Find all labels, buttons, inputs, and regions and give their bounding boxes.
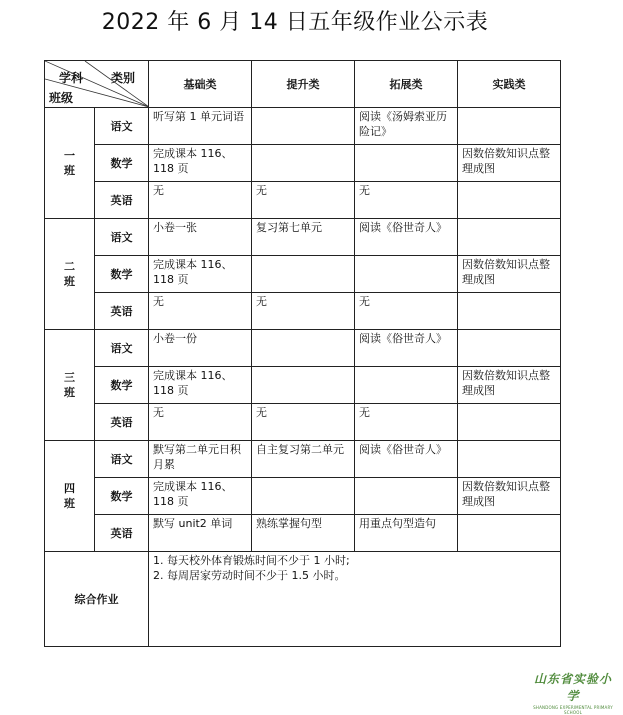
homework-cell-improve — [252, 367, 355, 404]
homework-cell-practice — [458, 330, 561, 367]
homework-cell-basic: 无 — [149, 293, 252, 330]
table-row — [45, 145, 561, 182]
page-title: 2022 年 6 月 14 日五年级作业公示表 — [101, 10, 489, 35]
logo-subtext: SHANDONG EXPERIMENTAL PRIMARY SCHOOL — [533, 705, 613, 715]
homework-cell-extend — [355, 145, 458, 182]
column-header-basic: 基础类 — [149, 61, 252, 108]
table-row — [45, 404, 561, 441]
logo-text: 山东省实验小学 — [533, 672, 612, 703]
homework-cell-practice — [458, 515, 561, 552]
homework-cell-improve: 自主复习第二单元 — [252, 441, 355, 478]
homework-cell-basic: 无 — [149, 182, 252, 219]
class-name-cell: 二 班 — [45, 219, 95, 330]
table-row — [45, 293, 561, 330]
class-name-cell: 一 班 — [45, 108, 95, 219]
homework-cell-practice — [458, 404, 561, 441]
homework-cell-extend: 用重点句型造句 — [355, 515, 458, 552]
subject-cell: 英语 — [95, 182, 149, 219]
table-row — [45, 256, 561, 293]
homework-cell-improve — [252, 330, 355, 367]
school-logo — [528, 670, 618, 715]
table-row — [45, 515, 561, 552]
subject-cell: 语文 — [95, 330, 149, 367]
homework-cell-improve: 熟练掌握句型 — [252, 515, 355, 552]
extra-homework-row — [45, 552, 561, 647]
homework-table — [44, 60, 561, 647]
homework-cell-practice: 因数倍数知识点整理成图 — [458, 367, 561, 404]
homework-cell-basic: 完成课本 116、118 页 — [149, 256, 252, 293]
homework-cell-basic: 默写第二单元日积月累 — [149, 441, 252, 478]
subject-cell: 英语 — [95, 515, 149, 552]
header-class-label: 班级 — [49, 91, 74, 105]
homework-cell-extend: 阅读《汤姆索亚历险记》 — [355, 108, 458, 145]
homework-cell-improve: 无 — [252, 293, 355, 330]
homework-cell-extend: 阅读《俗世奇人》 — [355, 330, 458, 367]
homework-cell-practice — [458, 219, 561, 256]
homework-cell-practice — [458, 441, 561, 478]
homework-cell-practice — [458, 108, 561, 145]
extra-homework-item: 2. 每周居家劳动时间不少于 1.5 小时。 — [153, 569, 346, 582]
table-row — [45, 367, 561, 404]
homework-cell-extend: 阅读《俗世奇人》 — [355, 219, 458, 256]
homework-cell-improve — [252, 108, 355, 145]
column-header-improve: 提升类 — [252, 61, 355, 108]
extra-homework-items — [149, 552, 561, 647]
table-row — [45, 108, 561, 145]
table-row — [45, 219, 561, 256]
homework-cell-basic: 完成课本 116、118 页 — [149, 145, 252, 182]
subject-cell: 语文 — [95, 219, 149, 256]
table-row — [45, 478, 561, 515]
subject-cell: 数学 — [95, 256, 149, 293]
subject-cell: 英语 — [95, 404, 149, 441]
homework-cell-basic: 小卷一张 — [149, 219, 252, 256]
subject-cell: 英语 — [95, 293, 149, 330]
homework-cell-basic: 完成课本 116、118 页 — [149, 367, 252, 404]
header-category-label: 类别 — [111, 71, 136, 85]
homework-cell-improve — [252, 256, 355, 293]
homework-cell-extend: 阅读《俗世奇人》 — [355, 441, 458, 478]
homework-cell-improve — [252, 145, 355, 182]
homework-cell-practice: 因数倍数知识点整理成图 — [458, 256, 561, 293]
homework-cell-basic: 听写第 1 单元词语 — [149, 108, 252, 145]
homework-cell-extend: 无 — [355, 182, 458, 219]
homework-cell-improve: 复习第七单元 — [252, 219, 355, 256]
homework-cell-basic: 完成课本 116、118 页 — [149, 478, 252, 515]
homework-cell-practice: 因数倍数知识点整理成图 — [458, 145, 561, 182]
table-row — [45, 441, 561, 478]
homework-cell-practice — [458, 293, 561, 330]
homework-cell-practice — [458, 182, 561, 219]
homework-cell-extend — [355, 478, 458, 515]
homework-cell-basic: 小卷一份 — [149, 330, 252, 367]
extra-homework-item: 1. 每天校外体育锻炼时间不少于 1 小时; — [153, 554, 350, 567]
homework-cell-improve: 无 — [252, 404, 355, 441]
homework-cell-extend — [355, 367, 458, 404]
homework-cell-basic: 默写 unit2 单词 — [149, 515, 252, 552]
table-row — [45, 330, 561, 367]
homework-cell-extend: 无 — [355, 293, 458, 330]
homework-cell-improve: 无 — [252, 182, 355, 219]
homework-cell-extend — [355, 256, 458, 293]
subject-cell: 语文 — [95, 441, 149, 478]
extra-homework-label: 综合作业 — [45, 552, 149, 647]
homework-cell-basic: 无 — [149, 404, 252, 441]
class-name-cell: 四 班 — [45, 441, 95, 552]
homework-cell-extend: 无 — [355, 404, 458, 441]
subject-cell: 数学 — [95, 145, 149, 182]
diagonal-header-cell — [45, 61, 149, 108]
class-name-cell: 三 班 — [45, 330, 95, 441]
subject-cell: 数学 — [95, 367, 149, 404]
column-header-extend: 拓展类 — [355, 61, 458, 108]
column-header-practice: 实践类 — [458, 61, 561, 108]
subject-cell: 数学 — [95, 478, 149, 515]
table-row — [45, 182, 561, 219]
subject-cell: 语文 — [95, 108, 149, 145]
header-subject-label: 学科 — [59, 71, 84, 85]
homework-cell-improve — [252, 478, 355, 515]
homework-cell-practice: 因数倍数知识点整理成图 — [458, 478, 561, 515]
